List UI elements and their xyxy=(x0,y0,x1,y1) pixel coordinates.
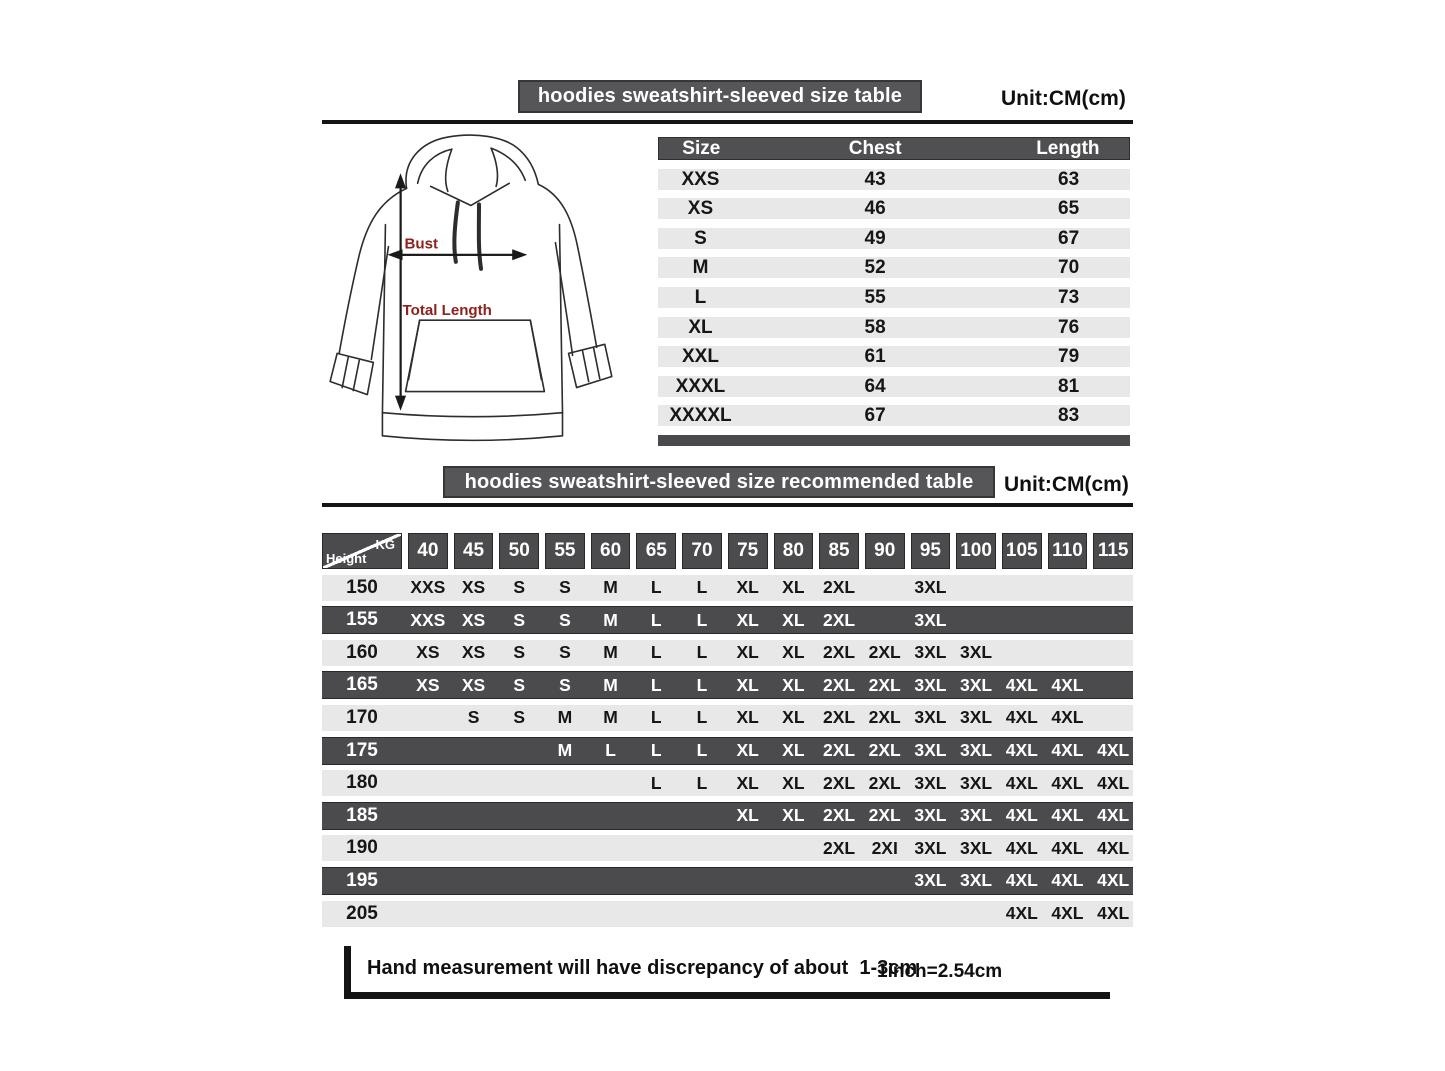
size-table-row xyxy=(658,317,1130,338)
size-recommendation-cell xyxy=(682,835,722,861)
size-recommendation-cell: XL xyxy=(782,740,805,761)
size-recommendation-cell: M xyxy=(603,674,618,695)
size-recommendation-cell: 4XL xyxy=(1097,805,1130,826)
size-recommendation-cell: XL xyxy=(736,577,759,598)
length-cell: 67 xyxy=(1058,227,1080,249)
size-recommendation-cell: XL xyxy=(736,674,759,695)
size-recommendation-cell: L xyxy=(696,577,708,598)
size-recommendation-cell xyxy=(408,868,448,894)
size-recommendation-cell: S xyxy=(513,577,526,598)
size-table-title-bar xyxy=(518,80,922,113)
size-recommendation-cell: 4XL xyxy=(1051,805,1084,826)
recommended-table-title: hoodies sweatshirt-sleeved size recommended table xyxy=(464,470,974,493)
size-recommendation-cell: 3XL xyxy=(960,805,993,826)
size-recommendation-cell: XL xyxy=(736,805,759,826)
size-recommendation-cell xyxy=(1093,672,1133,698)
hoodie-diagram-icon xyxy=(318,128,640,460)
size-recommendation-cell: 3XL xyxy=(960,707,993,728)
height-label: 185 xyxy=(346,804,378,826)
size-recommendation-cell xyxy=(499,770,539,796)
recommended-table xyxy=(322,533,1133,927)
size-recommendation-cell xyxy=(865,901,905,927)
size-recommendation-cell: S xyxy=(559,674,571,695)
length-cell: 76 xyxy=(1058,316,1080,338)
size-recommendation-cell: XS xyxy=(416,674,440,695)
size-recommendation-cell: XL xyxy=(782,642,805,663)
size-recommendation-cell: 3XL xyxy=(914,577,947,598)
size-recommendation-cell xyxy=(682,901,722,927)
matrix-rows xyxy=(322,575,1133,927)
size-recommendation-cell xyxy=(774,901,814,927)
size-recommendation-cell: 3XL xyxy=(960,740,993,761)
footer-underline xyxy=(344,992,1110,999)
matrix-row xyxy=(322,575,1133,601)
size-table-row xyxy=(658,169,1130,190)
size-recommendation-cell: XS xyxy=(461,609,486,630)
size-recommendation-cell xyxy=(1002,575,1042,601)
kg-corner-label: KG xyxy=(375,537,395,552)
size-recommendation-cell: M xyxy=(557,740,573,761)
size-recommendation-cell xyxy=(454,901,494,927)
size-table-header xyxy=(658,137,1130,160)
size-recommendation-cell xyxy=(819,901,859,927)
divider-line-top xyxy=(322,120,1133,124)
size-recommendation-cell xyxy=(408,770,448,796)
kg-header-cell: 55 xyxy=(545,533,585,569)
size-recommendation-cell: 3XL xyxy=(914,707,947,728)
size-recommendation-cell: XL xyxy=(782,772,805,793)
kg-header-cell: 60 xyxy=(591,533,631,569)
height-label: 175 xyxy=(346,739,378,761)
matrix-row xyxy=(322,901,1133,927)
recommended-table-unit-label: Unit:CM(cm) xyxy=(1004,473,1129,496)
size-recommendation-cell: 2XL xyxy=(868,707,901,728)
recommended-table-title-bar xyxy=(443,466,995,498)
chest-cell: 52 xyxy=(864,257,886,279)
height-label: 165 xyxy=(346,674,378,696)
size-table-row xyxy=(658,346,1130,367)
size-recommendation-cell xyxy=(682,803,722,829)
size-recommendation-cell xyxy=(1048,640,1088,666)
chest-cell: 43 xyxy=(864,168,886,190)
size-recommendation-cell: 4XL xyxy=(1005,903,1038,924)
size-recommendation-cell: 3XL xyxy=(960,837,993,858)
size-recommendation-cell: XL xyxy=(736,772,759,793)
size-recommendation-cell xyxy=(1093,607,1133,633)
size-recommendation-cell: 4XL xyxy=(1097,837,1130,858)
size-recommendation-cell: 2XL xyxy=(868,740,901,761)
size-recommendation-cell xyxy=(636,835,676,861)
size-recommendation-cell: 2XL xyxy=(822,805,856,826)
size-recommendation-cell: 4XL xyxy=(1051,772,1084,793)
size-recommendation-cell: 3XL xyxy=(960,642,993,663)
kg-header-cell: 95 xyxy=(911,533,951,569)
size-recommendation-cell: XS xyxy=(461,674,486,695)
size-recommendation-cell: 2XL xyxy=(822,837,856,858)
size-recommendation-cell xyxy=(454,738,494,764)
size-recommendation-cell xyxy=(1093,640,1133,666)
size-recommendation-cell: XS xyxy=(461,577,486,598)
kg-header-cell: 80 xyxy=(774,533,814,569)
size-recommendation-cell xyxy=(408,901,448,927)
size-recommendation-cell xyxy=(591,835,631,861)
size-recommendation-cell: 2XL xyxy=(822,609,856,630)
size-recommendation-cell xyxy=(591,868,631,894)
size-recommendation-cell: L xyxy=(696,740,708,761)
height-label: 170 xyxy=(346,706,378,728)
height-corner-label: Height xyxy=(326,551,367,566)
kg-header-cell: 40 xyxy=(408,533,448,569)
chest-cell: 58 xyxy=(864,316,886,338)
size-recommendation-cell: XXS xyxy=(410,609,446,630)
size-recommendation-cell: 3XL xyxy=(914,805,947,826)
size-recommendation-cell xyxy=(865,607,905,633)
length-cell: 79 xyxy=(1058,346,1080,368)
size-recommendation-cell: XL xyxy=(782,577,805,598)
size-recommendation-cell xyxy=(454,770,494,796)
size-recommendation-cell: 4XL xyxy=(1005,805,1038,826)
size-cell: L xyxy=(694,286,707,308)
size-recommendation-cell xyxy=(1048,575,1088,601)
length-cell: 83 xyxy=(1058,405,1080,427)
size-recommendation-cell: S xyxy=(559,642,571,663)
matrix-row xyxy=(322,671,1133,699)
size-table-bottom-bar xyxy=(658,435,1130,446)
size-recommendation-cell xyxy=(545,803,585,829)
size-recommendation-cell xyxy=(499,803,539,829)
kg-header-cell: 105 xyxy=(1002,533,1042,569)
height-label: 150 xyxy=(346,576,378,598)
size-recommendation-cell: M xyxy=(557,707,573,728)
size-table-row xyxy=(658,287,1130,308)
size-recommendation-cell: L xyxy=(696,609,708,630)
size-recommendation-cell: 3XL xyxy=(914,837,947,858)
size-recommendation-cell: L xyxy=(650,772,662,793)
size-recommendation-cell: 2XI xyxy=(871,837,898,858)
size-recommendation-cell: S xyxy=(513,674,526,695)
size-recommendation-cell: 4XL xyxy=(1051,870,1084,891)
size-recommendation-cell: 4XL xyxy=(1051,707,1084,728)
size-recommendation-cell: 2XL xyxy=(822,642,856,663)
size-recommendation-cell: 2XL xyxy=(822,577,856,598)
divider-line-middle xyxy=(322,503,1133,507)
size-recommendation-cell: XL xyxy=(736,707,759,728)
size-recommendation-cell xyxy=(1048,607,1088,633)
size-recommendation-cell xyxy=(956,607,996,633)
kg-header-row xyxy=(322,533,1133,569)
size-recommendation-cell xyxy=(865,868,905,894)
length-cell: 73 xyxy=(1058,286,1080,308)
matrix-row xyxy=(322,737,1133,765)
size-recommendation-cell: 4XL xyxy=(1051,837,1084,858)
size-recommendation-cell: 4XL xyxy=(1005,674,1038,695)
height-label: 190 xyxy=(346,837,378,859)
size-table-unit-label: Unit:CM(cm) xyxy=(1001,87,1126,110)
length-cell: 70 xyxy=(1058,257,1080,279)
size-recommendation-cell xyxy=(1002,607,1042,633)
size-recommendation-cell xyxy=(499,868,539,894)
size-recommendation-cell: S xyxy=(467,707,480,728)
size-recommendation-cell xyxy=(956,901,996,927)
size-recommendation-cell: S xyxy=(513,707,526,728)
size-table-row xyxy=(658,198,1130,219)
height-label: 195 xyxy=(346,869,378,891)
length-cell: 65 xyxy=(1058,198,1080,220)
size-recommendation-cell: 4XL xyxy=(1051,903,1084,924)
size-recommendation-cell: XL xyxy=(736,609,759,630)
size-recommendation-cell xyxy=(636,803,676,829)
size-recommendation-cell: 3XL xyxy=(914,642,947,663)
size-recommendation-cell: 2XL xyxy=(868,805,901,826)
size-recommendation-cell xyxy=(545,868,585,894)
kg-header-cell: 45 xyxy=(454,533,494,569)
matrix-row xyxy=(322,640,1133,666)
size-cell: XL xyxy=(688,316,713,338)
size-cell: S xyxy=(694,227,707,249)
size-recommendation-cell: 2XL xyxy=(868,772,901,793)
kg-header-cell: 50 xyxy=(499,533,539,569)
size-recommendation-cell xyxy=(591,770,631,796)
size-recommendation-cell: 4XL xyxy=(1005,772,1038,793)
size-recommendation-cell: XXS xyxy=(410,577,446,598)
size-recommendation-cell: L xyxy=(696,772,708,793)
size-recommendation-cell: 2XL xyxy=(822,772,856,793)
size-cell: M xyxy=(692,257,709,279)
size-recommendation-cell xyxy=(408,803,448,829)
matrix-row xyxy=(322,867,1133,895)
size-recommendation-cell: S xyxy=(559,577,571,598)
matrix-row xyxy=(322,705,1133,731)
size-recommendation-cell xyxy=(682,868,722,894)
size-recommendation-cell xyxy=(591,901,631,927)
size-recommendation-cell xyxy=(591,803,631,829)
length-column-header: Length xyxy=(1036,138,1100,159)
size-recommendation-cell: XS xyxy=(416,642,440,663)
total-length-arrow xyxy=(395,173,406,410)
chest-cell: 49 xyxy=(864,227,886,249)
size-recommendation-cell: M xyxy=(603,642,618,663)
size-recommendation-cell: M xyxy=(603,609,618,630)
size-recommendation-cell xyxy=(1093,705,1133,731)
size-recommendation-cell: 4XL xyxy=(1005,837,1038,858)
size-recommendation-cell xyxy=(545,770,585,796)
size-recommendation-cell: M xyxy=(603,707,618,728)
size-recommendation-cell xyxy=(545,835,585,861)
size-recommendation-cell: 3XL xyxy=(960,772,993,793)
size-recommendation-cell xyxy=(956,575,996,601)
chest-cell: 61 xyxy=(864,346,886,368)
size-recommendation-cell xyxy=(499,835,539,861)
chest-cell: 64 xyxy=(864,375,886,397)
size-recommendation-cell xyxy=(454,835,494,861)
height-label: 155 xyxy=(346,609,378,631)
size-recommendation-cell: L xyxy=(650,707,662,728)
size-recommendation-cell xyxy=(636,868,676,894)
size-recommendation-cell xyxy=(819,868,859,894)
size-recommendation-cell: XL xyxy=(736,642,759,663)
size-recommendation-cell: 4XL xyxy=(1005,707,1038,728)
size-recommendation-cell: L xyxy=(650,609,662,630)
matrix-row xyxy=(322,606,1133,634)
matrix-row xyxy=(322,835,1133,861)
height-label: 180 xyxy=(346,772,378,794)
length-cell: 63 xyxy=(1058,168,1080,190)
size-table-title: hoodies sweatshirt-sleeved size table xyxy=(537,85,903,107)
measurement-note: Hand measurement will have discrepancy of about 1-3cm xyxy=(367,957,918,979)
height-label: 205 xyxy=(346,902,378,924)
size-recommendation-cell xyxy=(408,705,448,731)
size-recommendation-cell: 4XL xyxy=(1097,870,1130,891)
size-recommendation-cell: 4XL xyxy=(1051,740,1084,761)
size-recommendation-cell xyxy=(728,868,768,894)
size-recommendation-cell xyxy=(454,803,494,829)
size-recommendation-cell: XL xyxy=(736,740,759,761)
size-recommendation-cell: L xyxy=(650,674,662,695)
size-recommendation-cell xyxy=(499,901,539,927)
size-recommendation-cell: M xyxy=(603,577,618,598)
size-recommendation-cell: L xyxy=(650,577,662,598)
bust-label: Bust xyxy=(404,235,439,253)
size-recommendation-cell: L xyxy=(696,674,708,695)
size-table-row xyxy=(658,228,1130,249)
size-recommendation-cell xyxy=(408,835,448,861)
size-recommendation-cell: 4XL xyxy=(1097,772,1130,793)
size-recommendation-cell: 3XL xyxy=(914,870,947,891)
size-cell: XXXL xyxy=(675,375,726,397)
size-table xyxy=(658,137,1130,446)
corner-header-cell xyxy=(322,533,402,569)
size-recommendation-cell: XL xyxy=(782,707,805,728)
size-recommendation-cell xyxy=(865,575,905,601)
size-recommendation-cell: S xyxy=(513,642,526,663)
kg-header-cell: 90 xyxy=(865,533,905,569)
size-recommendation-cell: L xyxy=(605,740,616,761)
size-recommendation-cell: 2XL xyxy=(822,674,856,695)
size-recommendation-cell: L xyxy=(650,740,662,761)
kg-header-cell: 110 xyxy=(1048,533,1088,569)
size-recommendation-cell xyxy=(408,738,448,764)
size-recommendation-cell: 2XL xyxy=(868,674,901,695)
size-cell: XXXXL xyxy=(669,405,732,427)
size-recommendation-cell: 4XL xyxy=(1097,740,1130,761)
size-recommendation-cell xyxy=(774,868,814,894)
chest-column-header: Chest xyxy=(848,138,902,159)
size-recommendation-cell: 3XL xyxy=(914,609,947,630)
kg-header-cell: 100 xyxy=(956,533,996,569)
size-column-header: Size xyxy=(682,138,721,159)
size-cell: XS xyxy=(687,198,714,220)
size-recommendation-cell: 3XL xyxy=(914,674,947,695)
size-recommendation-cell: S xyxy=(513,609,526,630)
size-recommendation-cell xyxy=(728,901,768,927)
size-recommendation-cell: 3XL xyxy=(960,674,993,695)
size-table-row xyxy=(658,257,1130,278)
size-recommendation-cell: 2XL xyxy=(822,707,856,728)
size-recommendation-cell: XL xyxy=(782,674,805,695)
size-recommendation-cell xyxy=(636,901,676,927)
size-recommendation-cell: 3XL xyxy=(914,772,947,793)
chest-cell: 55 xyxy=(864,286,886,308)
kg-header-cell: 115 xyxy=(1093,533,1133,569)
size-recommendation-cell xyxy=(454,868,494,894)
size-recommendation-cell: 3XL xyxy=(914,740,947,761)
size-recommendation-cell xyxy=(728,835,768,861)
chest-cell: 67 xyxy=(864,405,886,427)
size-recommendation-cell: 2XL xyxy=(822,740,856,761)
size-recommendation-cell: S xyxy=(559,609,571,630)
size-recommendation-cell: L xyxy=(696,642,708,663)
size-recommendation-cell: 4XL xyxy=(1005,870,1038,891)
size-recommendation-cell xyxy=(911,901,951,927)
height-label: 160 xyxy=(346,641,378,663)
size-recommendation-cell xyxy=(1093,575,1133,601)
size-recommendation-cell: 3XL xyxy=(960,870,993,891)
size-recommendation-cell: L xyxy=(650,642,662,663)
length-cell: 81 xyxy=(1058,375,1080,397)
kg-header-cell: 70 xyxy=(682,533,722,569)
size-table-rows xyxy=(658,169,1130,427)
matrix-row xyxy=(322,802,1133,830)
total-length-label: Total Length xyxy=(402,302,492,320)
matrix-row xyxy=(322,770,1133,796)
kg-header-cell: 85 xyxy=(819,533,859,569)
size-table-row xyxy=(658,405,1130,426)
size-recommendation-cell: L xyxy=(696,707,708,728)
size-cell: XXS xyxy=(681,168,720,190)
size-recommendation-cell: 4XL xyxy=(1051,674,1084,695)
chest-cell: 46 xyxy=(864,198,886,220)
size-recommendation-cell xyxy=(1002,640,1042,666)
kg-header-cell: 75 xyxy=(728,533,768,569)
size-recommendation-cell: XS xyxy=(461,642,486,663)
size-recommendation-cell: 4XL xyxy=(1097,903,1130,924)
size-recommendation-cell: XL xyxy=(782,805,805,826)
size-recommendation-cell: XL xyxy=(782,609,805,630)
size-recommendation-cell xyxy=(774,835,814,861)
size-table-row xyxy=(658,376,1130,397)
size-recommendation-cell: 4XL xyxy=(1005,740,1038,761)
size-recommendation-cell xyxy=(499,738,539,764)
size-recommendation-cell: 2XL xyxy=(868,642,901,663)
inch-conversion-note: 1inch=2.54cm xyxy=(877,961,1003,982)
size-recommendation-cell xyxy=(545,901,585,927)
kg-header-cell: 65 xyxy=(636,533,676,569)
size-cell: XXL xyxy=(682,346,719,368)
